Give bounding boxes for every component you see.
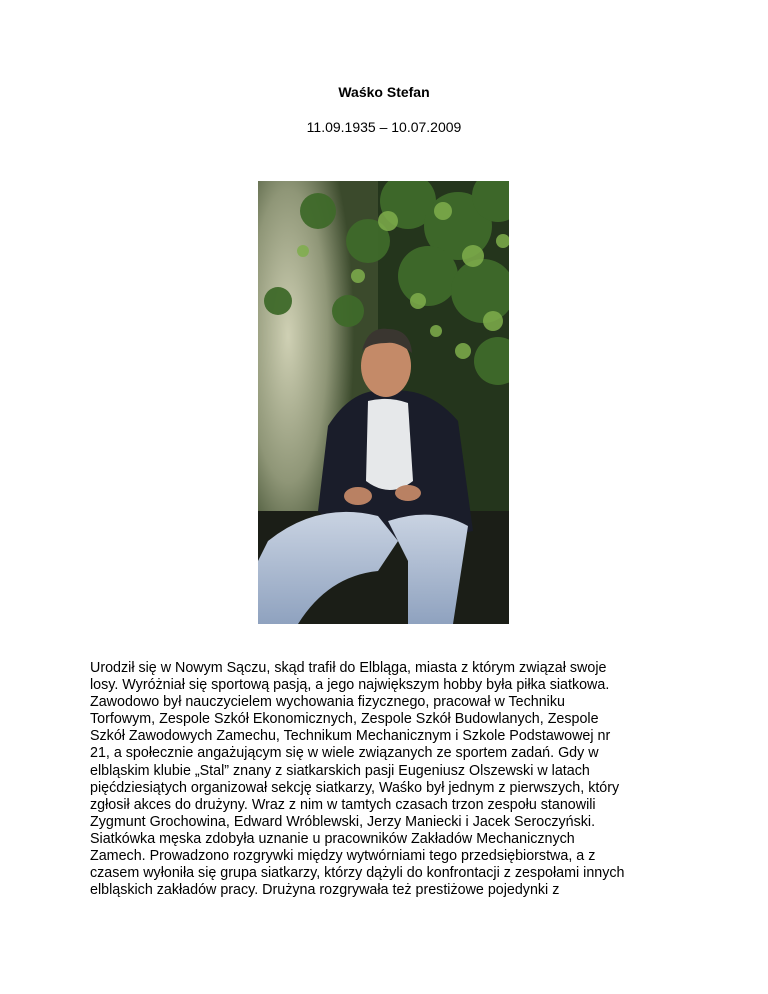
biography-line: Urodził się w Nowym Sączu, skąd trafił do Elbląga, miasta z którym związał swoje — [90, 660, 607, 676]
biography-line: Torfowym, Zespole Szkół Ekonomicznych, Zespole Szkół Budowlanych, Zespole — [90, 711, 599, 728]
biography-line: losy. Wyróżniał się sportową pasją, a jego największym hobby była piłka siatkowa. — [90, 677, 610, 694]
page-title: Waśko Stefan — [338, 84, 430, 100]
portrait-photo — [258, 181, 509, 624]
life-dates: 11.09.1935 – 10.07.2009 — [306, 119, 462, 135]
biography-line: czasem wyłoniła się grupa siatkarzy, którzy dążyli do konfrontacji z zespołami innych — [90, 865, 625, 882]
biography-line: 21, a społecznie angażującym się w wiele związanych ze sportem zadań. Gdy w — [90, 745, 599, 762]
biography-line: Zygmunt Grochowina, Edward Wróblewski, Jerzy Maniecki i Jacek Seroczyński. — [90, 813, 596, 830]
portrait-photo-image — [258, 181, 509, 624]
biography-line: elbląskim klubie „Stal” znany z siatkarskich pasji Eugeniusz Olszewski w latach — [90, 762, 590, 779]
biography-line: zgłosił akces do drużyny. Wraz z nim w tamtych czasach trzon zespołu stanowili — [90, 796, 596, 813]
biography-line: Siatkówka męska zdobyła uznanie u pracowników Zakładów Mechanicznych — [90, 830, 575, 847]
biography-line: Szkół Zawodowych Zamechu, Technikum Mechanicznym i Szkole Podstawowej nr — [90, 728, 611, 745]
biography-line: Zawodowo był nauczycielem wychowania fizycznego, pracował w Techniku — [90, 694, 565, 711]
biography-text — [90, 660, 690, 899]
biography-line: elbląskich zakładów pracy. Drużyna rozgrywała też prestiżowe pojedynki z — [90, 882, 560, 899]
biography-line: pięćdziesiątych organizował sekcję siatkarzy, Waśko był jednym z pierwszych, który — [90, 779, 620, 796]
biography-line: Zamech. Prowadzono rozgrywki między wytwórniami tego przedsiębiorstwa, a z — [90, 848, 596, 865]
